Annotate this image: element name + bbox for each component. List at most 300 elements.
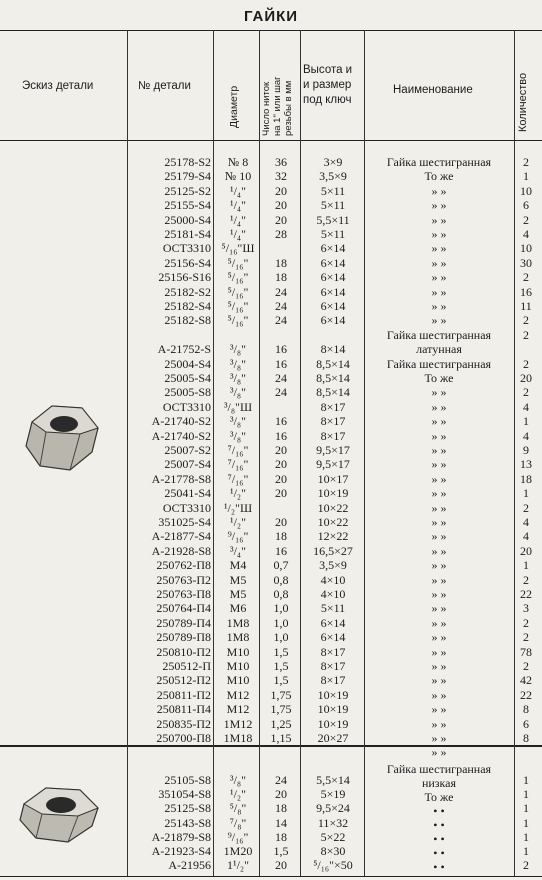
name-cell: » » <box>431 241 447 256</box>
height-size-cell: 8,5×14 <box>316 371 350 385</box>
quantity-cell: 2 <box>523 630 529 645</box>
part-number-cell: 25182-S2 <box>164 284 211 299</box>
part-number-cell: 250512-П2 <box>156 673 211 688</box>
diameter-cell: ⁵/₁₆" <box>227 313 249 328</box>
height-size-cell: 8×17 <box>320 414 346 429</box>
height-size-cell: 9,5×17 <box>316 457 350 472</box>
thread-cell: 1,0 <box>273 630 289 645</box>
quantity-cell: 6 <box>523 198 529 213</box>
name-cell: » » <box>431 457 447 472</box>
thread-cell: 16 <box>275 543 287 558</box>
thread-cell: 24 <box>275 299 287 313</box>
height-size-cell: 10×19 <box>317 716 349 731</box>
quantity-cell: 9 <box>523 443 529 457</box>
part-number-cell: 25007-S4 <box>164 457 211 472</box>
name-cell: » » <box>431 587 447 601</box>
name-cell: Гайка шестигранная <box>386 327 492 342</box>
name-cell: » » <box>431 183 447 198</box>
quantity-cell: 2 <box>523 659 529 673</box>
name-cell: низкая <box>421 776 457 790</box>
thread-cell: 20 <box>275 858 287 873</box>
part-number-cell: А-21778-S8 <box>151 471 211 486</box>
name-cell: » » <box>431 299 447 313</box>
name-cell: » » <box>431 702 447 717</box>
name-cell: • • <box>433 818 445 832</box>
part-number-cell: 25125-S8 <box>164 801 211 816</box>
height-size-cell: 8×14 <box>320 342 346 357</box>
name-cell: » » <box>431 615 447 630</box>
header-height-1: Высота и <box>303 64 353 76</box>
name-cell: » » <box>431 731 447 745</box>
name-cell: » » <box>431 284 447 299</box>
part-number-cell: ОСТ3310 <box>162 399 211 414</box>
height-size-cell: 5×11 <box>320 227 346 241</box>
quantity-cell: 4 <box>523 399 529 414</box>
diameter-cell: ¹/₄" <box>229 227 246 241</box>
part-number-cell: 250835-П2 <box>156 716 211 731</box>
diameter-cell: ⁵/₁₆" <box>227 299 249 313</box>
name-cell: » » <box>431 716 447 731</box>
height-size-cell: 10×19 <box>317 486 349 501</box>
name-cell: » » <box>431 644 447 659</box>
quantity-cell: 1 <box>523 844 529 858</box>
diameter-cell: ⁵/₁₆" <box>227 284 249 299</box>
thread-cell: 14 <box>275 815 287 830</box>
thread-cell: 20 <box>275 198 287 213</box>
diameter-cell: М10 <box>226 644 250 659</box>
quantity-cell: 4 <box>523 428 529 443</box>
part-number-cell: 25182-S4 <box>164 299 211 313</box>
name-cell: » » <box>431 313 447 328</box>
name-cell: » » <box>431 255 447 270</box>
diameter-cell: ¹/₂" <box>229 787 246 802</box>
part-number-cell: 351025-S4 <box>158 515 211 529</box>
quantity-cell: 1 <box>523 169 529 184</box>
diameter-cell: М5 <box>229 572 247 587</box>
quantity-cell: 2 <box>523 270 529 285</box>
quantity-cell: 1 <box>523 787 529 802</box>
part-number-cell: А-21879-S8 <box>151 829 211 844</box>
thread-cell: 1,5 <box>273 844 289 858</box>
part-number-cell: 25179-S4 <box>164 169 211 184</box>
height-size-cell: 3,5×9 <box>319 169 347 184</box>
name-cell: » » <box>431 443 447 457</box>
diameter-cell: М10 <box>226 659 250 673</box>
height-size-cell: 8×17 <box>320 644 346 659</box>
part-number-cell: 25178-S2 <box>164 155 211 169</box>
name-cell: » » <box>431 198 447 213</box>
height-size-cell: 5×11 <box>320 183 346 198</box>
quantity-cell: 4 <box>523 529 529 544</box>
name-cell: » » <box>431 687 447 702</box>
diameter-cell: ³/₄" <box>229 543 246 558</box>
table-top-rule <box>0 30 542 31</box>
header-part-no: № детали <box>138 80 191 92</box>
height-size-cell: 10×19 <box>317 687 349 702</box>
part-number-cell: 25000-S4 <box>164 212 211 227</box>
height-size-cell: ⁵/₁₆"×50 <box>313 858 353 873</box>
diameter-cell: ¹/₄" <box>229 198 246 213</box>
height-size-cell: 6×14 <box>320 630 346 645</box>
diameter-cell: ⁵/₈" <box>229 801 247 816</box>
part-number-cell: 25182-S8 <box>164 313 211 328</box>
part-number-cell: 25007-S2 <box>164 443 211 457</box>
quantity-cell: 1 <box>523 815 529 830</box>
height-size-cell: 6×14 <box>320 270 346 285</box>
thread-cell: 20 <box>275 457 287 472</box>
thread-cell: 36 <box>275 155 287 169</box>
thread-cell: 0,7 <box>273 558 289 573</box>
diameter-cell: 1М20 <box>223 844 253 858</box>
quantity-cell: 2 <box>523 327 529 342</box>
part-number-cell: А-21752-S <box>157 342 211 357</box>
header-qty: Количество <box>517 72 529 132</box>
table-bottom-rule <box>0 876 542 877</box>
part-number-cell: ОСТ3310 <box>162 241 211 256</box>
diameter-cell: ⁷/₁₆" <box>227 443 249 457</box>
thread-cell: 1,5 <box>273 659 289 673</box>
diameter-cell: М10 <box>226 673 250 688</box>
part-number-cell: 25005-S8 <box>164 385 211 400</box>
name-cell: Гайка шестигранная <box>386 356 492 371</box>
thread-cell: 24 <box>275 284 287 299</box>
quantity-cell: 8 <box>523 731 529 745</box>
quantity-cell: 18 <box>520 471 532 486</box>
name-cell: » » <box>431 529 447 544</box>
part-number-cell: 351054-S8 <box>158 787 211 802</box>
low-hex-nut-sketch <box>14 778 106 852</box>
thread-cell: 16 <box>275 428 287 443</box>
height-size-cell: 11×32 <box>317 815 349 830</box>
height-size-cell: 8,5×14 <box>316 356 350 371</box>
quantity-cell: 78 <box>520 644 532 659</box>
name-cell: » » <box>431 745 447 760</box>
height-size-cell: 8×17 <box>320 428 346 443</box>
diameter-cell: ⁹/₁₆" <box>227 529 249 544</box>
name-cell: » » <box>431 500 447 515</box>
header-height-2: и размер <box>303 79 352 91</box>
diameter-cell: ³/₈" <box>229 371 246 385</box>
name-cell: • • <box>433 832 445 846</box>
part-number-cell: А-21740-S2 <box>151 428 211 443</box>
part-number-cell: 250512-П <box>162 659 211 673</box>
quantity-cell: 22 <box>520 687 532 702</box>
height-size-cell: 6×14 <box>320 255 346 270</box>
diameter-cell: ³/₈" <box>229 428 246 443</box>
thread-cell: 1,75 <box>270 687 292 702</box>
part-number-cell: 25143-S8 <box>164 815 211 830</box>
diameter-cell: ³/₈" <box>229 414 246 429</box>
diameter-cell: ⁵/₁₆"Ш <box>221 241 255 256</box>
part-number-cell: 250763-П2 <box>156 572 211 587</box>
name-cell: То же <box>424 790 454 804</box>
thread-cell: 24 <box>275 385 287 400</box>
name-cell: » » <box>431 270 447 285</box>
quantity-cell: 10 <box>520 241 532 256</box>
diameter-cell: М12 <box>226 702 250 717</box>
diameter-cell: М5 <box>229 587 247 601</box>
thread-cell: 1,25 <box>270 716 292 731</box>
diameter-cell: № 8 <box>227 155 249 169</box>
quantity-cell: 22 <box>520 587 532 601</box>
height-size-cell: 12×22 <box>317 529 349 544</box>
quantity-cell: 20 <box>520 371 532 385</box>
diameter-cell: 1М8 <box>226 630 250 645</box>
name-cell: » » <box>431 385 447 400</box>
thread-cell: 20 <box>275 486 287 501</box>
name-cell: » » <box>431 659 447 673</box>
thread-cell: 16 <box>275 342 287 357</box>
name-cell: » » <box>431 471 447 486</box>
hex-nut-sketch <box>18 400 106 478</box>
quantity-cell: 2 <box>523 356 529 371</box>
quantity-cell: 2 <box>523 155 529 169</box>
height-size-cell: 6×14 <box>320 313 346 328</box>
quantity-cell: 20 <box>520 543 532 558</box>
height-size-cell: 3,5×9 <box>319 558 347 573</box>
part-number-cell: 25005-S4 <box>164 371 211 385</box>
name-cell: » » <box>431 486 447 501</box>
height-size-cell: 10×22 <box>317 500 349 515</box>
diameter-cell: ³/₈" <box>229 356 246 371</box>
part-number-cell: 250700-П8 <box>156 731 211 745</box>
height-size-cell: 20×27 <box>317 731 349 745</box>
part-number-cell: 250789-П4 <box>156 615 211 630</box>
thread-cell: 0,8 <box>273 572 289 587</box>
diameter-cell: М4 <box>229 558 247 573</box>
diameter-cell: ¹/₂" <box>229 486 246 501</box>
thread-cell: 20 <box>275 471 287 486</box>
thread-cell: 32 <box>275 169 287 184</box>
part-number-cell: 250811-П2 <box>156 687 211 702</box>
quantity-cell: 2 <box>523 500 529 515</box>
quantity-cell: 1 <box>523 773 529 787</box>
thread-cell: 20 <box>275 787 287 802</box>
name-cell: » » <box>431 227 447 241</box>
quantity-cell: 6 <box>523 716 529 731</box>
part-number-cell: 250789-П8 <box>156 630 211 645</box>
header-thread-2: на 1" или шаг <box>272 76 283 136</box>
thread-cell: 1,15 <box>270 731 292 745</box>
part-number-cell: 250762-П8 <box>156 558 211 573</box>
height-size-cell: 16,5×27 <box>313 543 353 558</box>
height-size-cell: 5×19 <box>320 787 346 802</box>
col-rule <box>213 30 214 876</box>
name-cell: • • <box>433 804 445 818</box>
height-size-cell: 9,5×17 <box>316 443 350 457</box>
height-size-cell: 8×17 <box>320 659 346 673</box>
height-size-cell: 8×17 <box>320 673 346 688</box>
quantity-cell: 2 <box>523 385 529 400</box>
quantity-cell: 1 <box>523 558 529 573</box>
height-size-cell: 6×14 <box>320 241 346 256</box>
name-cell: » » <box>431 673 447 688</box>
part-number-cell: А-21928-S8 <box>151 543 211 558</box>
diameter-cell: ³/₈"Ш <box>223 399 253 414</box>
quantity-cell: 4 <box>523 515 529 529</box>
part-number-cell: 250811-П4 <box>156 702 211 717</box>
quantity-cell: 30 <box>520 255 532 270</box>
header-sketch: Эскиз детали <box>22 80 94 92</box>
thread-cell: 18 <box>275 255 287 270</box>
diameter-cell: ³/₈" <box>229 773 246 787</box>
part-number-cell: 25156-S4 <box>164 255 211 270</box>
thread-cell: 20 <box>275 443 287 457</box>
quantity-cell: 4 <box>523 227 529 241</box>
quantity-cell: 2 <box>523 858 529 873</box>
height-size-cell: 6×14 <box>320 299 346 313</box>
diameter-cell: 1¹/₂" <box>226 858 249 873</box>
thread-cell: 18 <box>275 529 287 544</box>
diameter-cell: ¹/₂"Ш <box>223 500 253 515</box>
part-number-cell: А-21923-S4 <box>151 844 211 858</box>
diameter-cell: ⁷/₁₆" <box>227 457 249 472</box>
header-bottom-rule <box>0 140 542 141</box>
part-number-cell: 25155-S4 <box>164 198 211 213</box>
part-number-cell: 25125-S2 <box>164 183 211 198</box>
diameter-cell: ⁹/₁₆" <box>227 829 249 844</box>
height-size-cell: 4×10 <box>320 572 346 587</box>
quantity-cell: 2 <box>523 572 529 587</box>
thread-cell: 24 <box>275 773 287 787</box>
part-number-cell: 25181-S4 <box>164 227 211 241</box>
header-height-3: под ключ <box>303 94 352 106</box>
diameter-cell: ¹/₄" <box>229 212 246 227</box>
part-number-cell: А-21740-S2 <box>151 414 211 429</box>
part-number-cell: А-21956 <box>168 858 211 873</box>
height-size-cell: 8×30 <box>320 844 346 858</box>
height-size-cell: 5×11 <box>320 198 346 213</box>
diameter-cell: ³/₈" <box>229 385 246 400</box>
thread-cell: 18 <box>275 801 287 816</box>
name-cell: » » <box>431 515 447 529</box>
diameter-cell: № 10 <box>224 169 252 184</box>
thread-cell: 18 <box>275 829 287 844</box>
diameter-cell: 1М8 <box>226 615 250 630</box>
diameter-cell: ¹/₄" <box>229 183 246 198</box>
thread-cell: 16 <box>275 356 287 371</box>
part-number-cell: 250810-П2 <box>156 644 211 659</box>
height-size-cell: 9,5×24 <box>316 801 350 816</box>
thread-cell: 16 <box>275 414 287 429</box>
height-size-cell: 4×10 <box>320 587 346 601</box>
height-size-cell: 8×17 <box>320 399 346 414</box>
name-cell: » » <box>431 212 447 227</box>
name-cell: » » <box>431 428 447 443</box>
quantity-cell: 16 <box>520 284 532 299</box>
thread-cell: 20 <box>275 515 287 529</box>
thread-cell: 24 <box>275 371 287 385</box>
diameter-cell: М12 <box>226 687 250 702</box>
name-cell: То же <box>424 169 454 184</box>
quantity-cell: 42 <box>520 673 532 688</box>
diameter-cell: ¹/₂" <box>229 515 246 529</box>
diameter-cell: М6 <box>229 601 247 616</box>
part-number-cell: 25105-S8 <box>164 773 211 787</box>
part-number-cell: А-21877-S4 <box>151 529 211 544</box>
height-size-cell: 8,5×14 <box>316 385 350 400</box>
name-cell: » » <box>431 399 447 414</box>
height-size-cell: 10×19 <box>317 702 349 717</box>
part-number-cell: 25041-S4 <box>164 486 211 501</box>
thread-cell: 1,5 <box>273 644 289 659</box>
thread-cell: 0,8 <box>273 587 289 601</box>
part-number-cell: 25004-S4 <box>164 356 211 371</box>
name-cell: » » <box>431 414 447 429</box>
name-cell: То же <box>424 371 454 385</box>
name-cell: » » <box>431 558 447 573</box>
thread-cell: 20 <box>275 212 287 227</box>
col-rule <box>300 30 301 876</box>
diameter-cell: 1М12 <box>223 716 253 731</box>
header-thread-3: резьбы в мм <box>283 80 294 136</box>
height-size-cell: 10×17 <box>317 471 349 486</box>
page-title: ГАЙКИ <box>243 8 299 25</box>
diameter-cell: ⁵/₁₆" <box>227 255 249 270</box>
header-thread-1: Число ниток <box>261 81 272 136</box>
name-cell: • • <box>433 860 445 874</box>
name-cell: » » <box>431 601 447 616</box>
name-cell: » » <box>431 630 447 645</box>
name-cell: » » <box>431 543 447 558</box>
quantity-cell: 3 <box>523 601 529 616</box>
name-cell: латунная <box>416 342 462 357</box>
quantity-cell: 8 <box>523 702 529 717</box>
part-number-cell: ОСТ3310 <box>162 500 211 515</box>
thread-cell: 1,5 <box>273 673 289 688</box>
name-cell: Гайка шестигранная <box>386 155 492 169</box>
height-size-cell: 6×14 <box>320 284 346 299</box>
name-cell: Гайка шестигранная <box>386 762 492 776</box>
header-diameter: Диаметр <box>228 85 240 128</box>
height-size-cell: 5×11 <box>320 601 346 616</box>
part-number-cell: 250763-П8 <box>156 587 211 601</box>
diameter-cell: 1М18 <box>223 731 253 745</box>
quantity-cell: 1 <box>523 486 529 501</box>
part-number-cell: 25156-S16 <box>158 270 211 285</box>
diameter-cell: ⁵/₁₆" <box>227 270 249 285</box>
part-number-cell: 250764-П4 <box>156 601 211 616</box>
height-size-cell: 5×22 <box>320 829 346 844</box>
header-name: Наименование <box>393 84 473 96</box>
thread-cell: 20 <box>275 183 287 198</box>
quantity-cell: 2 <box>523 313 529 328</box>
quantity-cell: 1 <box>523 414 529 429</box>
thread-cell: 1,0 <box>273 601 289 616</box>
height-size-cell: 5,5×11 <box>316 212 350 227</box>
quantity-cell: 13 <box>520 457 532 472</box>
thread-cell: 28 <box>275 227 287 241</box>
name-cell: » » <box>431 572 447 587</box>
col-rule <box>127 30 128 876</box>
thread-cell: 24 <box>275 313 287 328</box>
thread-cell: 1,75 <box>270 702 292 717</box>
quantity-cell: 1 <box>523 801 529 816</box>
quantity-cell: 1 <box>523 829 529 844</box>
thread-cell: 1,0 <box>273 615 289 630</box>
height-size-cell: 6×14 <box>320 615 346 630</box>
quantity-cell: 2 <box>523 615 529 630</box>
quantity-cell: 2 <box>523 212 529 227</box>
height-size-cell: 5,5×14 <box>316 773 350 787</box>
name-cell: • • <box>433 846 445 860</box>
diameter-cell: ⁷/₈" <box>229 815 247 830</box>
height-size-cell: 10×22 <box>317 515 349 529</box>
quantity-cell: 10 <box>520 183 532 198</box>
diameter-cell: ⁷/₁₆" <box>227 471 249 486</box>
quantity-cell: 11 <box>520 299 532 313</box>
thread-cell: 18 <box>275 270 287 285</box>
